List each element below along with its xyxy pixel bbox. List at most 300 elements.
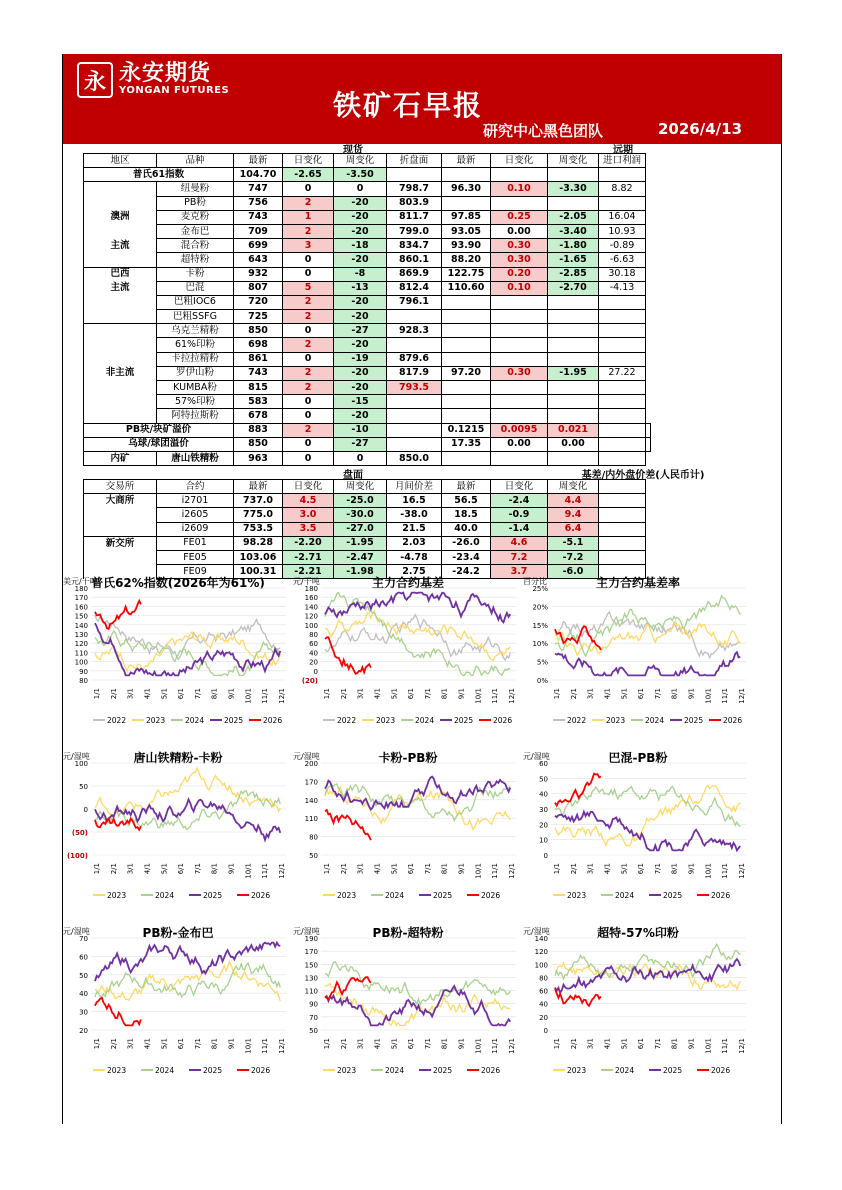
- table-row: [84, 239, 651, 253]
- x-tick-label: 8/1: [670, 1038, 679, 1050]
- y-tick-label: 160: [304, 594, 318, 603]
- table-cell: 0.00: [491, 437, 548, 451]
- chart-6: [523, 749, 753, 919]
- platts-row: [84, 168, 651, 182]
- table-cell: [387, 168, 442, 182]
- table-cell: -0.89: [599, 239, 646, 253]
- table-cell: 798.7: [387, 182, 442, 196]
- x-tick-label: 5/1: [620, 863, 629, 875]
- futures-table: [83, 479, 646, 579]
- table-cell: FE09: [157, 565, 234, 579]
- table-header-row: [84, 154, 651, 168]
- table-cell: 815: [234, 381, 283, 395]
- table-cell: -13: [334, 281, 387, 295]
- legend-label: 2026: [711, 891, 731, 900]
- y-tick-label: 110: [74, 649, 88, 658]
- futures-table-wrap: [83, 479, 646, 579]
- x-tick-label: 1/1: [93, 688, 101, 700]
- x-tick-label: 12/1: [738, 863, 746, 879]
- table-cell: [442, 395, 491, 409]
- y-tick-label: 20: [309, 658, 318, 667]
- table-cell: [548, 168, 599, 182]
- y-tick-label: 170: [304, 778, 318, 787]
- y-tick-label: 10%: [532, 640, 548, 649]
- table-cell: -20: [334, 310, 387, 324]
- table-cell: -26.0: [442, 536, 491, 550]
- x-tick-label: 1/1: [93, 863, 101, 875]
- table-cell: 0: [283, 253, 334, 267]
- y-tick-label: 170: [304, 948, 318, 957]
- x-tick-label: 7/1: [193, 863, 202, 875]
- table-cell: 0.30: [491, 366, 548, 380]
- table-cell: 834.7: [387, 239, 442, 253]
- table-cell: 0.30: [491, 239, 548, 253]
- table-cell: 16.5: [387, 494, 442, 508]
- table-cell: -2.20: [283, 536, 334, 550]
- table-cell: [491, 168, 548, 182]
- column-header: 地区: [84, 154, 157, 168]
- table-cell: 0: [283, 182, 334, 196]
- y-tick-label: 190: [304, 936, 318, 943]
- logo-cn: 永安期货: [119, 61, 212, 86]
- table-cell: [84, 352, 157, 366]
- y-tick-label: 50: [79, 971, 88, 980]
- table-cell: [387, 409, 442, 423]
- table-cell: 巴西: [84, 267, 157, 281]
- table-cell: [491, 352, 548, 366]
- chart-plot: [523, 761, 753, 921]
- x-tick-label: 11/1: [261, 1038, 270, 1054]
- table-cell: -20: [334, 409, 387, 423]
- x-tick-label: 6/1: [637, 688, 646, 700]
- table-cell: 737.0: [234, 494, 283, 508]
- table-cell: 850.0: [387, 451, 442, 465]
- column-header: 周变化: [334, 154, 387, 168]
- table-cell: 新交所: [84, 536, 157, 550]
- table-cell: 8.82: [599, 182, 646, 196]
- x-tick-label: 2/1: [109, 1038, 118, 1050]
- table-row: [84, 409, 651, 423]
- y-tick-label: 100: [74, 658, 88, 667]
- x-tick-label: 8/1: [210, 1038, 219, 1050]
- y-tick-label: 60: [309, 640, 318, 649]
- column-header: 周变化: [548, 154, 599, 168]
- y-tick-label: 30: [79, 1008, 88, 1017]
- table-cell: 0.10: [491, 281, 548, 295]
- table-cell: [646, 423, 651, 437]
- table-cell: 88.20: [442, 253, 491, 267]
- table-cell: [84, 550, 157, 564]
- x-tick-label: 1/1: [93, 1038, 101, 1050]
- table-cell: 纽曼粉: [157, 182, 234, 196]
- x-tick-label: 5/1: [620, 1038, 629, 1050]
- legend-label: 2026: [251, 1066, 271, 1075]
- table-cell: 2: [283, 338, 334, 352]
- x-tick-label: 5/1: [160, 688, 169, 700]
- chart-title: 普氏62%指数(2026年为61%): [91, 576, 265, 590]
- table-cell: [548, 310, 599, 324]
- y-tick-label: 0: [543, 852, 548, 860]
- x-tick-label: 8/1: [670, 688, 679, 700]
- table-cell: [491, 338, 548, 352]
- table-cell: 0: [334, 182, 387, 196]
- series-line-2022: [325, 615, 510, 660]
- table-cell: 6.4: [548, 522, 599, 536]
- table-cell: 2.03: [387, 536, 442, 550]
- table-cell: [84, 338, 157, 352]
- chart-title: 超特-57%印粉: [597, 926, 679, 940]
- table-cell: [599, 508, 646, 522]
- y-tick-label: 0: [313, 667, 318, 676]
- x-tick-label: 4/1: [603, 863, 612, 875]
- x-tick-label: 5/1: [390, 1038, 399, 1050]
- table-cell: 4.5: [283, 494, 334, 508]
- chart-plot: [523, 936, 753, 1096]
- legend-label: 2023: [567, 891, 587, 900]
- table-cell: 61%印粉: [157, 338, 234, 352]
- x-tick-label: 9/1: [457, 863, 466, 875]
- x-tick-label: 10/1: [704, 1038, 713, 1054]
- table-cell: 3: [283, 239, 334, 253]
- table-cell: [548, 409, 599, 423]
- table-cell: 超特粉: [157, 253, 234, 267]
- table-cell: [548, 324, 599, 338]
- table-cell: 0.10: [491, 182, 548, 196]
- legend-label: 2023: [107, 1066, 127, 1075]
- table-row: [84, 381, 651, 395]
- legend-label: 2026: [723, 716, 743, 725]
- column-header: 日变化: [283, 480, 334, 494]
- table-cell: -3.40: [548, 224, 599, 238]
- y-tick-label: 110: [304, 987, 318, 996]
- section-disk: 盘面: [343, 470, 363, 481]
- legend-label: 2025: [203, 891, 223, 900]
- table-cell: 0.0095: [491, 423, 548, 437]
- table-cell: 金布巴: [157, 224, 234, 238]
- table-cell: 2: [283, 310, 334, 324]
- table-cell: -6.0: [548, 565, 599, 579]
- y-tick-label: 5%: [536, 658, 548, 667]
- table-cell: 0.021: [548, 423, 599, 437]
- table-cell: [599, 196, 646, 210]
- premium-label: PB块/块矿溢价: [84, 423, 234, 437]
- table-cell: 93.90: [442, 239, 491, 253]
- x-tick-label: 7/1: [653, 688, 662, 700]
- column-header: 周变化: [548, 480, 599, 494]
- table-cell: 850: [234, 324, 283, 338]
- series-line-2024: [95, 963, 280, 997]
- series-line-2025: [555, 652, 740, 675]
- y-tick-label: 80: [309, 833, 318, 842]
- table-cell: -2.65: [283, 168, 334, 182]
- table-cell: 主流: [84, 281, 157, 295]
- y-tick-label: 40: [79, 990, 88, 999]
- x-tick-label: 3/1: [356, 863, 365, 875]
- x-tick-label: 5/1: [160, 863, 169, 875]
- table-cell: 7.2: [491, 550, 548, 564]
- table-cell: 97.85: [442, 210, 491, 224]
- table-cell: [599, 168, 646, 182]
- table-cell: 0.20: [491, 267, 548, 281]
- table-cell: -7.2: [548, 550, 599, 564]
- x-tick-label: 1/1: [323, 863, 331, 875]
- table-cell: -30.0: [334, 508, 387, 522]
- y-tick-label: 25%: [532, 586, 548, 593]
- x-tick-label: 4/1: [143, 688, 152, 700]
- series-line-2026: [325, 810, 371, 840]
- table-cell: 743: [234, 210, 283, 224]
- x-tick-label: 12/1: [508, 688, 516, 704]
- table-cell: 2: [283, 423, 334, 437]
- x-tick-label: 5/1: [390, 688, 399, 700]
- column-header: 最新: [234, 154, 283, 168]
- table-cell: [599, 338, 646, 352]
- table-cell: 709: [234, 224, 283, 238]
- x-tick-label: 9/1: [457, 688, 466, 700]
- table-cell: 720: [234, 295, 283, 309]
- table-cell: [491, 196, 548, 210]
- table-cell: [491, 381, 548, 395]
- x-tick-label: 3/1: [586, 863, 595, 875]
- table-cell: 1: [283, 210, 334, 224]
- table-cell: 811.7: [387, 210, 442, 224]
- section-far: 远期: [613, 145, 633, 156]
- table-cell: [84, 324, 157, 338]
- chart-unit: 美元/干吨: [63, 577, 98, 586]
- table-cell: 21.5: [387, 522, 442, 536]
- table-cell: -1.95: [334, 536, 387, 550]
- table-cell: 0: [283, 324, 334, 338]
- table-cell: [491, 310, 548, 324]
- table-cell: [599, 536, 646, 550]
- chart-title: PB粉-超特粉: [372, 926, 444, 940]
- y-tick-label: 0: [543, 1027, 548, 1035]
- column-header: 最新: [234, 480, 283, 494]
- table-cell: 796.1: [387, 295, 442, 309]
- table-cell: 2: [283, 295, 334, 309]
- chart-4: [63, 749, 293, 919]
- table-cell: 698: [234, 338, 283, 352]
- table-cell: 747: [234, 182, 283, 196]
- table-cell: -2.21: [283, 565, 334, 579]
- table-row: [84, 324, 651, 338]
- series-line-2025: [95, 623, 280, 675]
- table-cell: -3.50: [334, 168, 387, 182]
- x-tick-label: 8/1: [210, 688, 219, 700]
- x-tick-label: 2/1: [569, 863, 578, 875]
- table-cell: [84, 182, 157, 196]
- table-cell: [491, 451, 548, 465]
- table-cell: 799.0: [387, 224, 442, 238]
- x-tick-label: 1/1: [553, 688, 561, 700]
- table-cell: 巴粗SSFG: [157, 310, 234, 324]
- x-tick-label: 4/1: [373, 863, 382, 875]
- legend-label: 2025: [433, 1066, 453, 1075]
- legend-label: 2024: [185, 716, 205, 725]
- table-cell: -1.95: [548, 366, 599, 380]
- table-cell: 主流: [84, 239, 157, 253]
- table-cell: -20: [334, 210, 387, 224]
- x-tick-label: 9/1: [457, 1038, 466, 1050]
- table-cell: 0: [283, 395, 334, 409]
- table-cell: 0.1215: [442, 423, 491, 437]
- table-cell: [387, 437, 442, 451]
- chart-title: 巴混-PB粉: [608, 751, 668, 765]
- table-row: [84, 522, 646, 536]
- table-cell: -20: [334, 253, 387, 267]
- x-tick-label: 6/1: [177, 688, 186, 700]
- series-line-2023: [95, 768, 280, 819]
- legend-label: 2026: [481, 891, 501, 900]
- legend-label: 2024: [385, 1066, 405, 1075]
- chart-8: [293, 924, 523, 1094]
- table-cell: 巴混: [157, 281, 234, 295]
- legend-label: 2025: [663, 1066, 683, 1075]
- table-cell: i2701: [157, 494, 234, 508]
- premium-row: [84, 437, 651, 451]
- report-page: [62, 54, 782, 1124]
- y-tick-label: 80: [309, 631, 318, 639]
- x-tick-label: 10/1: [244, 688, 253, 704]
- table-cell: 2: [283, 366, 334, 380]
- x-tick-label: 2/1: [339, 1038, 348, 1050]
- y-tick-label: 0: [83, 806, 88, 814]
- y-tick-label: 40: [309, 649, 318, 658]
- x-tick-label: 11/1: [261, 688, 270, 704]
- legend-label: 2025: [684, 716, 704, 725]
- table-cell: [599, 395, 646, 409]
- table-cell: 40.0: [442, 522, 491, 536]
- legend-label: 2025: [454, 716, 474, 725]
- table-cell: [491, 409, 548, 423]
- y-tick-label: 10: [539, 836, 548, 845]
- legend-label: 2026: [263, 716, 283, 725]
- x-tick-label: 6/1: [177, 1038, 186, 1050]
- table-cell: 104.70: [234, 168, 283, 182]
- x-tick-label: 5/1: [160, 1038, 169, 1050]
- x-tick-label: 6/1: [637, 863, 646, 875]
- y-tick-label: 100: [304, 621, 318, 630]
- legend-label: 2024: [615, 1066, 635, 1075]
- table-cell: 879.6: [387, 352, 442, 366]
- platts-label: 普氏61指数: [84, 168, 234, 182]
- table-cell: i2605: [157, 508, 234, 522]
- chart-unit: 元/湿吨: [63, 927, 90, 936]
- table-cell: [387, 338, 442, 352]
- y-tick-label: 70: [79, 936, 88, 943]
- chart-unit: 元/湿吨: [63, 752, 90, 761]
- y-tick-label: 50: [539, 775, 548, 784]
- legend-label: 2023: [606, 716, 626, 725]
- table-cell: 96.30: [442, 182, 491, 196]
- table-cell: 0: [283, 451, 334, 465]
- legend-label: 2026: [493, 716, 513, 725]
- x-tick-label: 7/1: [193, 1038, 202, 1050]
- table-cell: [599, 494, 646, 508]
- table-cell: 卡拉拉精粉: [157, 352, 234, 366]
- table-cell: 30.18: [599, 267, 646, 281]
- table-cell: [84, 224, 157, 238]
- domestic-row: [84, 451, 651, 465]
- table-cell: -5.1: [548, 536, 599, 550]
- chart-7: [63, 924, 293, 1094]
- table-row: [84, 550, 646, 564]
- series-line-2026: [325, 977, 371, 999]
- legend-label: 2026: [481, 1066, 501, 1075]
- x-tick-label: 11/1: [491, 688, 500, 704]
- x-tick-label: 1/1: [553, 863, 561, 875]
- table-cell: -2.71: [283, 550, 334, 564]
- table-cell: [442, 196, 491, 210]
- legend-label: 2025: [224, 716, 244, 725]
- x-tick-label: 7/1: [423, 1038, 432, 1050]
- table-cell: 0: [283, 352, 334, 366]
- chart-plot: [63, 586, 293, 746]
- y-tick-label: 150: [304, 961, 318, 970]
- series-line-2025: [325, 986, 510, 1025]
- x-tick-label: 4/1: [603, 1038, 612, 1050]
- chart-plot: [293, 761, 523, 921]
- table-cell: 10.93: [599, 224, 646, 238]
- table-cell: [442, 381, 491, 395]
- table-cell: 775.0: [234, 508, 283, 522]
- table-cell: 澳洲: [84, 210, 157, 224]
- table-cell: [84, 409, 157, 423]
- table-cell: 583: [234, 395, 283, 409]
- column-header: 最新: [442, 480, 491, 494]
- table-cell: 阿特拉斯粉: [157, 409, 234, 423]
- table-cell: [548, 338, 599, 352]
- y-tick-label: 20: [539, 1013, 548, 1022]
- x-tick-label: 10/1: [474, 1038, 483, 1054]
- chart-5: [293, 749, 523, 919]
- table-cell: 2: [283, 224, 334, 238]
- table-cell: 883: [234, 423, 283, 437]
- chart-unit: 元/湿吨: [293, 752, 320, 761]
- legend-label: 2025: [433, 891, 453, 900]
- table-cell: [84, 253, 157, 267]
- x-tick-label: 8/1: [210, 863, 219, 875]
- table-cell: [84, 522, 157, 536]
- x-tick-label: 11/1: [491, 1038, 500, 1054]
- table-cell: 0: [283, 267, 334, 281]
- table-cell: 103.06: [234, 550, 283, 564]
- table-cell: 928.3: [387, 324, 442, 338]
- table-cell: 4.6: [491, 536, 548, 550]
- table-cell: 56.5: [442, 494, 491, 508]
- x-tick-label: 11/1: [721, 688, 730, 704]
- series-line-2025: [95, 943, 280, 982]
- spot-table-wrap: [83, 153, 651, 466]
- table-row: [84, 196, 651, 210]
- column-header: 合约: [157, 480, 234, 494]
- legend-label: 2023: [337, 1066, 357, 1075]
- table-cell: -1.98: [334, 565, 387, 579]
- table-cell: 16.04: [599, 210, 646, 224]
- table-cell: 850: [234, 437, 283, 451]
- chart-unit: 元/湿吨: [523, 927, 550, 936]
- table-cell: 643: [234, 253, 283, 267]
- x-tick-label: 2/1: [109, 688, 118, 700]
- table-cell: 内矿: [84, 451, 157, 465]
- table-cell: [599, 522, 646, 536]
- table-row: [84, 182, 651, 196]
- series-line-2025: [95, 799, 280, 840]
- legend-label: 2023: [567, 1066, 587, 1075]
- table-cell: -6.63: [599, 253, 646, 267]
- x-tick-label: 8/1: [670, 863, 679, 875]
- x-tick-label: 7/1: [423, 863, 432, 875]
